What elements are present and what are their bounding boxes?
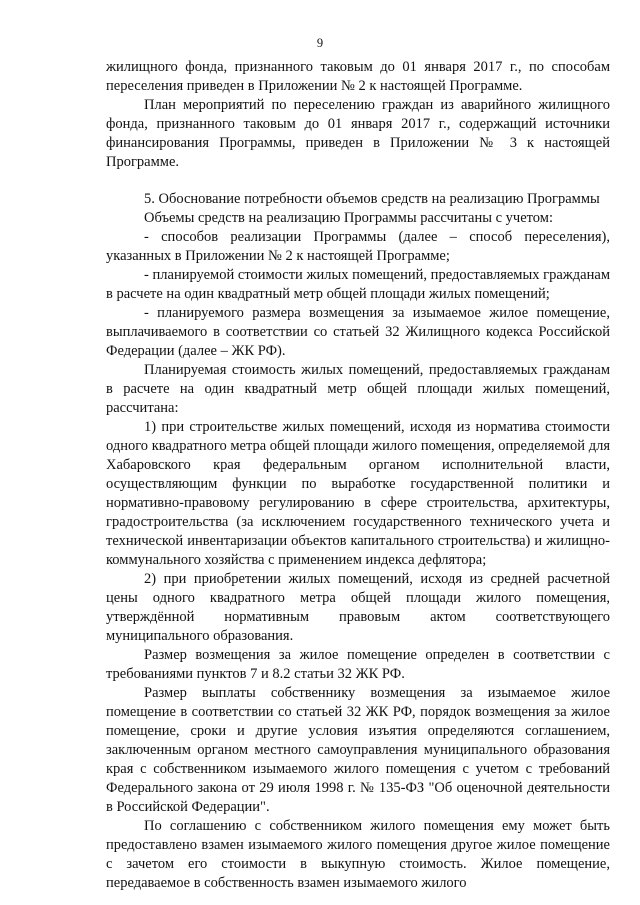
paragraph-payment-size: Размер выплаты собственнику возмещения за изымаемое жилое помещение в соответствии со статьей 32 ЖК РФ, порядок возмещения за жилое помещение, сроки и другие условия изъятия определяются соглашением, заключенным органом местного самоуправления муниципального образования края с собственником изымаемого жилого помещения с учетом с требований Федерального закона от 29 июля 1998 г. № 135-ФЗ "Об оценочной деятельности в Российской Федерации".: [106, 685, 610, 815]
paragraph-continuation: жилищного фонда, признанного таковым до 01 января 2017 г., по способам переселения приведен в Приложении № 2 к настоящей Программе.: [106, 59, 610, 94]
paragraph-owner-agreement: По соглашению с собственником жилого помещения ему может быть предоставлено взамен изымаемого жилого помещения другое жилое помещение с зачетом его стоимости в выкупную стоимость. Жилое помещение, передаваемое в собственность взамен изымаемого жилого: [106, 818, 610, 891]
paragraph-compensation-size: Размер возмещения за жилое помещение определен в соответствии с требованиями пунктов 7 и 8.2 статьи 32 ЖК РФ.: [106, 647, 610, 682]
paragraph-planned-cost-calculation: Планируемая стоимость жилых помещений, предоставляемых гражданам в расчете на один квадратный метр общей площади жилых помещений, рассчитана:: [106, 362, 610, 416]
list-item-acquisition: 2) при приобретении жилых помещений, исходя из средней расчетной цены одного квадратного метра общей площади жилого помещения, утверждённой нормативным правовым актом соответствующего муниципального образования.: [106, 571, 610, 644]
section-heading: 5. Обоснование потребности объемов средств на реализацию Программы: [144, 191, 600, 207]
list-item-resettlement-methods: - способов реализации Программы (далее – способ переселения), указанных в Приложении № 2 к настоящей Программе;: [106, 229, 610, 264]
paragraph-funding-intro: Объемы средств на реализацию Программы рассчитаны с учетом:: [144, 210, 553, 226]
paragraph-resettlement-plan: План мероприятий по переселению граждан из аварийного жилищного фонда, признанного таковым до 01 января 2017 г., содержащий источники финансирования Программы, приведен в Приложении № 3 к настоящей Программе.: [106, 97, 610, 170]
page-number: 9: [316, 36, 324, 50]
list-item-construction: 1) при строительстве жилых помещений, исходя из норматива стоимости одного квадратного метра общей площади жилого помещения, определяемой для Хабаровского края федеральным органом исполнительной власти, осуществляющим функции по выработке государственной политики и нормативно-правовому регулированию в сфере строительства, архитектуры, градостроительства (за исключением государственного технического учета и технической инвентаризации объектов капитального строительства) и жилищно-коммунального хозяйства с применением индекса дефлятора;: [106, 419, 610, 568]
list-item-planned-cost: - планируемой стоимости жилых помещений, предоставляемых гражданам в расчете на один квадратный метр общей площади жилых помещений;: [106, 267, 610, 302]
document-body: [106, 58, 610, 893]
list-item-compensation: - планируемого размера возмещения за изымаемое жилое помещение, выплачиваемого в соответствии со статьей 32 Жилищного кодекса Российской Федерации (далее – ЖК РФ).: [106, 305, 610, 359]
